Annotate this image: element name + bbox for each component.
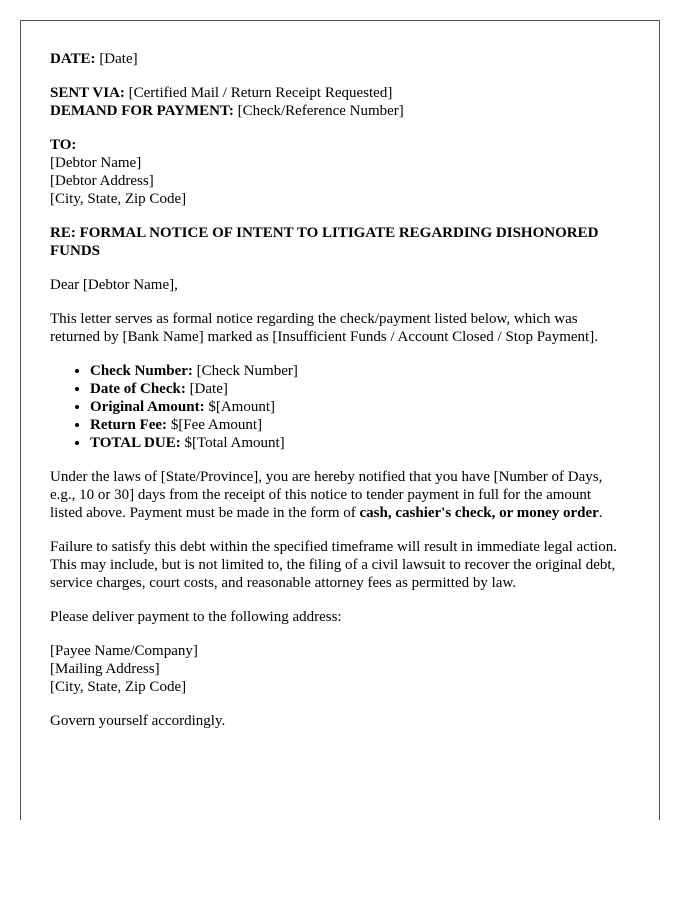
letter-body — [50, 50, 625, 746]
salutation: Dear [Debtor Name], — [50, 277, 178, 293]
payee-name: [Payee Name/Company] — [50, 643, 198, 659]
total-due-value: $[Total Amount] — [184, 435, 285, 451]
letter-page — [20, 20, 660, 820]
date-label: DATE: — [50, 51, 96, 67]
date-line — [50, 50, 625, 68]
re-heading: RE: FORMAL NOTICE OF INTENT TO LITIGATE REGARDING DISHONORED FUNDS — [50, 225, 599, 259]
return-fee-value: $[Fee Amount] — [170, 417, 263, 433]
debtor-city-state-zip: [City, State, Zip Code] — [50, 191, 187, 207]
payee-address: [Mailing Address] — [50, 661, 160, 677]
debtor-address: [Debtor Address] — [50, 173, 154, 189]
to-label: TO: — [50, 137, 77, 153]
sent-via-value: [Certified Mail / Return Receipt Requested] — [128, 85, 393, 101]
demand-line — [50, 102, 625, 120]
payment-details-list — [50, 362, 625, 452]
laws-paragraph — [50, 468, 625, 522]
deliver-instruction: Please deliver payment to the following address: — [50, 609, 342, 625]
original-amount-label: Original Amount: — [90, 399, 205, 415]
check-date-label: Date of Check: — [90, 381, 186, 397]
demand-label: DEMAND FOR PAYMENT: — [50, 103, 234, 119]
total-due-label: TOTAL DUE: — [90, 435, 181, 451]
payment-methods: cash, cashier's check, or money order — [359, 505, 599, 521]
sent-via-label: SENT VIA: — [50, 85, 125, 101]
closing-line: Govern yourself accordingly. — [50, 713, 226, 729]
payee-city-state-zip: [City, State, Zip Code] — [50, 679, 187, 695]
intro-paragraph: This letter serves as formal notice regarding the check/payment listed below, which was returned by [Bank Name] marked as [Insufficient Funds / Account Closed / Stop Payment]. — [50, 311, 598, 345]
failure-paragraph: Failure to satisfy this debt within the specified timeframe will result in immediate legal action. This may include, but is not limited to, the filing of a civil lawsuit to recover the original debt, service charges, court costs, and reasonable attorney fees as permitted by law. — [50, 539, 617, 591]
list-item — [90, 398, 625, 416]
check-number-value: [Check Number] — [196, 363, 298, 379]
list-item — [90, 380, 625, 398]
check-date-value: [Date] — [189, 381, 228, 397]
debtor-name: [Debtor Name] — [50, 155, 142, 171]
date-value: [Date] — [99, 51, 138, 67]
original-amount-value: $[Amount] — [208, 399, 276, 415]
list-item — [90, 362, 625, 380]
list-item — [90, 434, 625, 452]
sent-via-line — [50, 84, 625, 102]
return-fee-label: Return Fee: — [90, 417, 168, 433]
check-number-label: Check Number: — [90, 363, 193, 379]
laws-end: . — [598, 505, 603, 521]
list-item — [90, 416, 625, 434]
demand-value: [Check/Reference Number] — [237, 103, 404, 119]
laws-text: Under the laws of [State/Province], you are hereby notified that you have [Number of Days, e.g., 10 or 30] days from the receipt of this notice to tender payment in full for the amount listed above. Payment must be made in the form of — [50, 469, 603, 521]
